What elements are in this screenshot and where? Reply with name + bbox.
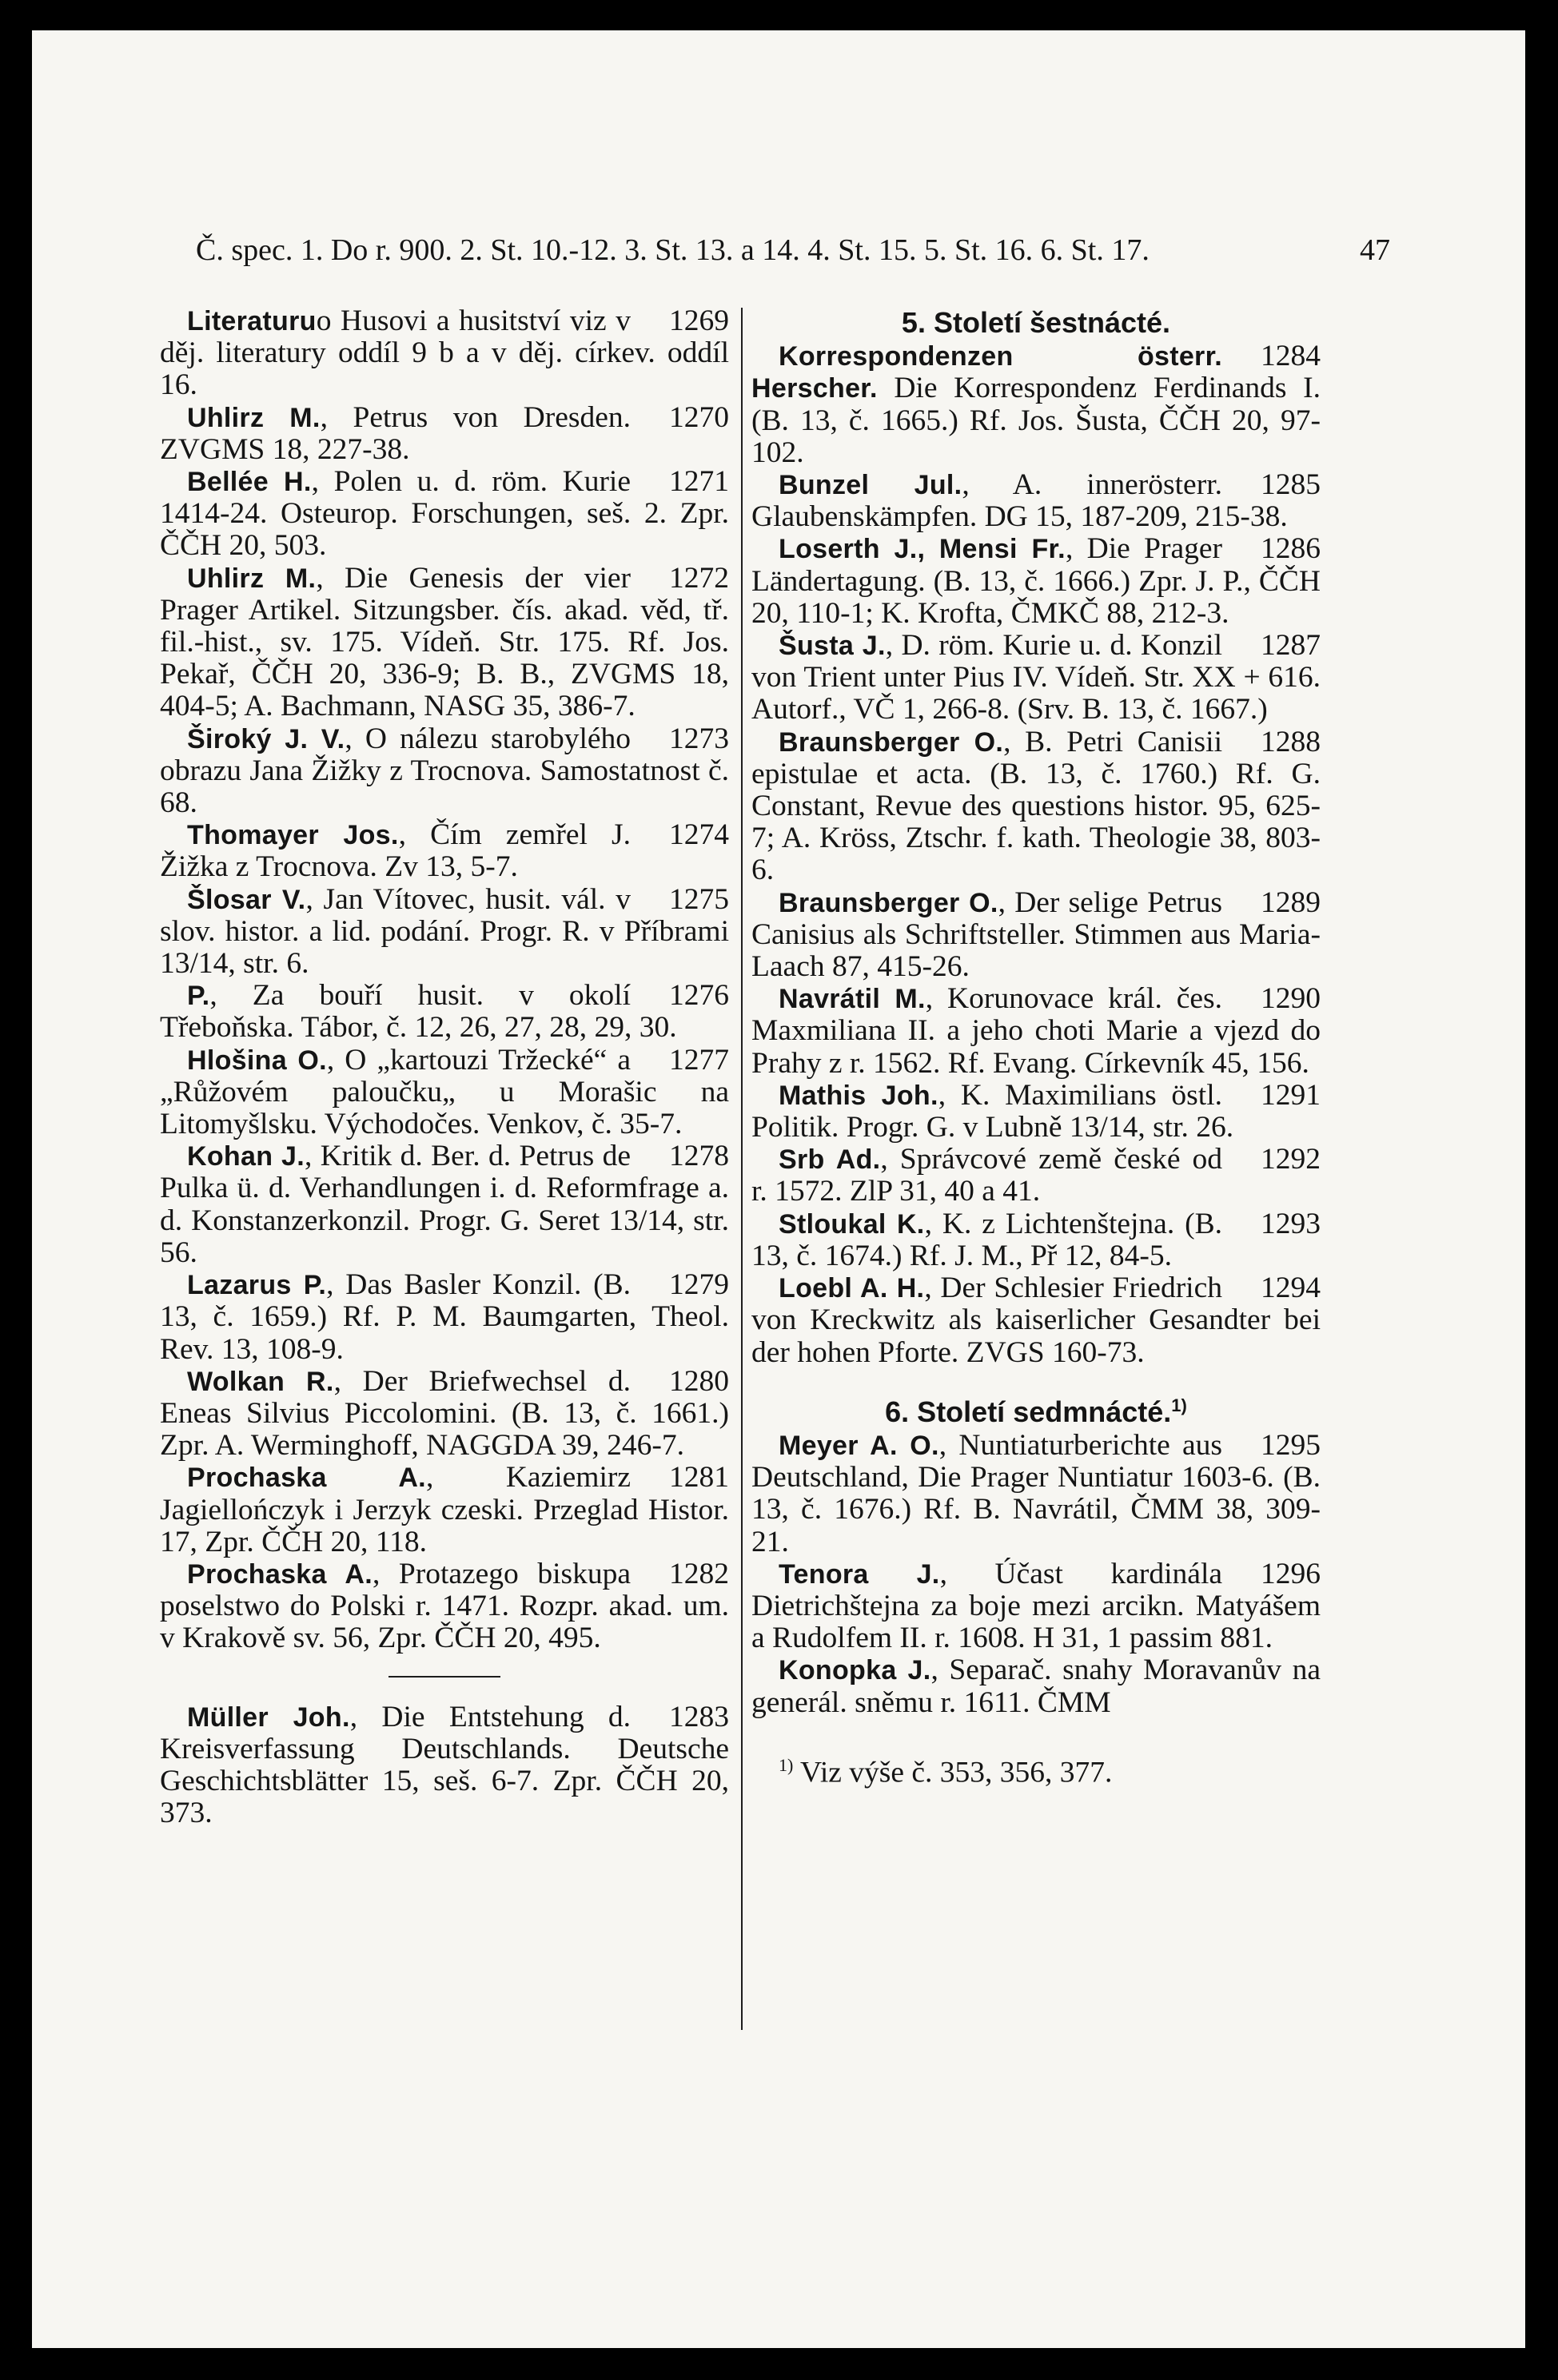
entry-text: , K. Maximilians östl. Politik. Progr. G. v Lubně 13/14, str. 26. xyxy=(751,1078,1234,1144)
entry-author: Šlosar V. xyxy=(187,884,306,915)
entry-text: , Protazego biskupa poselstwo do Polski r. 1471. Rozpr. akad. um. v Krakově sv. 56, Zpr. ČČH 20, 495. xyxy=(160,1557,729,1655)
bibliography-entry xyxy=(751,340,1321,469)
bibliography-entry xyxy=(751,469,1321,533)
entry-number: 1294 xyxy=(1261,1272,1321,1305)
entry-author: Loebl A. H. xyxy=(779,1273,925,1304)
entry-author: Široký J. V. xyxy=(187,723,345,754)
running-header xyxy=(196,232,1390,269)
entry-number: 1279 xyxy=(669,1268,729,1302)
bibliography-entry xyxy=(751,1208,1321,1272)
bibliography-entry xyxy=(160,1701,729,1830)
section-5-title: 5. Století šestnácté. xyxy=(901,306,1171,339)
bibliography-entry xyxy=(751,726,1321,887)
bibliography-entry xyxy=(160,1045,729,1141)
section-6-footnote-mark: 1) xyxy=(1171,1395,1187,1415)
entry-number: 1292 xyxy=(1261,1143,1321,1176)
post-rule-block xyxy=(160,1701,729,1830)
entry-author: Bellée H. xyxy=(187,467,312,498)
section-6-title xyxy=(751,1390,1321,1428)
column-divider xyxy=(741,308,743,2030)
bibliography-entry xyxy=(160,402,729,466)
entry-text: , K. z Lichtenštejna. (B. 13, č. 1674.) Rf. J. M., Př 12, 84-5. xyxy=(751,1207,1223,1272)
entry-text: , Petrus von Dresden. ZVGMS 18, 227-38. xyxy=(160,400,631,466)
entry-number: 1282 xyxy=(669,1557,729,1590)
entry-author: Thomayer Jos. xyxy=(187,820,399,851)
entry-text: , Správcové země české od r. 1572. ZlP 31, 40 a 41. xyxy=(751,1143,1223,1208)
entry-text: , Nuntiaturberichte aus Deutschland, Die Prager Nuntiatur 1603-6. (B. 13, č. 1676.) Rf. B. Navrátil, ČMM 38, 309-21. xyxy=(751,1428,1321,1558)
entry-text: , Polen u. d. röm. Kurie 1414-24. Osteurop. Forschungen, seš. 2. Zpr. ČČH 20, 503. xyxy=(160,465,729,563)
entry-number: 1269 xyxy=(669,304,729,337)
bibliography-entry xyxy=(751,1144,1321,1208)
entry-number: 1280 xyxy=(669,1364,729,1398)
entry-text: , Der selige Petrus Canisius als Schriftsteller. Stimmen aus Maria-Laach 87, 415-26. xyxy=(751,886,1321,984)
entry-text: Die Korrespondenz Ferdinands I. (B. 13, č. 1665.) Rf. Jos. Šusta, ČČH 20, 97-102. xyxy=(751,372,1321,469)
footnote xyxy=(751,1749,1321,1789)
bibliography-entry xyxy=(751,1430,1321,1558)
entry-number: 1295 xyxy=(1261,1428,1321,1462)
entry-author: Konopka J. xyxy=(779,1655,931,1686)
entry-number: 1277 xyxy=(669,1043,729,1077)
bibliography-entry xyxy=(751,533,1321,630)
entry-text: , Kaziemirz Jagiellończyk i Jerzyk czeski. Przeglad Histor. 17, Zpr. ČČH 20, 118. xyxy=(160,1461,729,1558)
entry-number: 1278 xyxy=(669,1140,729,1173)
entry-author: Navrátil M. xyxy=(779,984,926,1015)
entry-number: 1283 xyxy=(669,1700,729,1733)
entry-number: 1270 xyxy=(669,400,729,434)
entry-number: 1281 xyxy=(669,1461,729,1494)
entry-author: Srb Ad. xyxy=(779,1144,881,1176)
entry-author: P. xyxy=(187,981,210,1012)
entry-text: , B. Petri Canisii epistulae et acta. (B. 13, č. 1760.) Rf. G. Constant, Revue des questions histor. 95, 625-7; A. Kröss, Ztschr. f. kath. Theologie 38, 803-6. xyxy=(751,725,1321,887)
entry-text: , Korunovace král. čes. Maxmiliana II. a jeho choti Marie a vjezd do Prahy z r. 1562. Rf. Evang. Církevník 45, 156. xyxy=(751,982,1321,1080)
entry-author: Stloukal K. xyxy=(779,1208,925,1240)
entry-number: 1291 xyxy=(1261,1078,1321,1112)
entry-number: 1287 xyxy=(1261,629,1321,663)
bibliography-entry xyxy=(751,1272,1321,1369)
entry-text: , Jan Vítovec, husit. vál. v slov. histor. a lid. podání. Progr. R. v Příbrami 13/14, str. 6. xyxy=(160,882,729,981)
entry-text: , O „kartouzi Tržecké“ a „Růžovém paloučku„ u Morašic na Litomyšlsku. Východočes. Venkov, č. 35-7. xyxy=(160,1043,729,1141)
entry-number: 1284 xyxy=(1261,340,1321,373)
entry-number: 1285 xyxy=(1261,468,1321,502)
entry-author: Prochaska A. xyxy=(187,1558,373,1590)
entry-author: Braunsberger O. xyxy=(779,887,998,918)
entry-text: o Husovi a husitství viz v děj. literatury oddíl 9 b a v děj. církev. oddíl 16. xyxy=(160,304,729,402)
bibliography-entry xyxy=(751,983,1321,1080)
entry-author: Wolkan R. xyxy=(187,1366,334,1397)
entry-author: Korrespondenzen österr. Herscher. xyxy=(751,341,1222,404)
entry-number: 1272 xyxy=(669,561,729,595)
entry-text: , Za bouří husit. v okolí Třeboňska. Tábor, č. 12, 26, 27, 28, 29, 30. xyxy=(160,979,677,1045)
bibliography-entry xyxy=(751,887,1321,984)
bibliography-entry xyxy=(160,1462,729,1558)
bibliography-entry xyxy=(751,630,1321,726)
entry-number: 1274 xyxy=(669,818,729,852)
bibliography-entry xyxy=(160,563,729,723)
entry-number: 1288 xyxy=(1261,725,1321,758)
bibliography-entry xyxy=(160,305,729,402)
entry-author: Lazarus P. xyxy=(187,1270,327,1301)
entry-author: Prochaska A. xyxy=(187,1463,426,1494)
entry-number: 1275 xyxy=(669,882,729,916)
entry-text: , O nálezu starobylého obrazu Jana Žižky z Trocnova. Samostatnost č. 68. xyxy=(160,722,729,820)
entry-author: Müller Joh. xyxy=(187,1701,350,1733)
entry-author: Braunsberger O. xyxy=(779,726,1004,758)
bibliography-entry xyxy=(160,1269,729,1366)
entry-author: Meyer A. O. xyxy=(779,1430,939,1461)
bibliography-entry xyxy=(751,1080,1321,1144)
entry-text: , D. röm. Kurie u. d. Konzil von Trient unter Pius IV. Vídeň. Str. XX + 616. Autorf., VČ 1, 266-8. (Srv. B. 13, č. 1667.) xyxy=(751,629,1321,726)
entry-text: , Die Entstehung d. Kreisverfassung Deutschlands. Deutsche Geschichtsblätter 15, seš. 6-7. Zpr. ČČH 20, 373. xyxy=(160,1700,729,1830)
bibliography-entry xyxy=(160,1366,729,1463)
right-column xyxy=(751,305,1321,1789)
bibliography-entry xyxy=(160,980,729,1044)
bibliography-entry xyxy=(160,884,729,981)
page-number: 47 xyxy=(1360,233,1390,267)
short-rule xyxy=(389,1676,500,1678)
entry-author: Uhlirz M. xyxy=(187,402,321,433)
entry-text: , Účast kardinála Dietrichštejna za boje mezi arcikn. Matyášem a Rudolfem II. r. 1608. H 31, 1 passim 881. xyxy=(751,1557,1321,1655)
entry-text: , Der Schlesier Friedrich von Kreckwitz als kaiserlicher Gesandter bei der hohen Pforte. ZVGS 160-73. xyxy=(751,1272,1321,1369)
entry-text: , Der Briefwechsel d. Eneas Silvius Piccolomini. (B. 13, č. 1661.) Zpr. A. Werminghoff, NAGGDA 39, 246-7. xyxy=(160,1364,729,1463)
section-5-entries xyxy=(751,340,1321,1369)
bibliography-entry xyxy=(160,723,729,820)
entry-author: Tenora J. xyxy=(779,1558,940,1590)
entry-number: 1271 xyxy=(669,465,729,499)
entry-text: , Das Basler Konzil. (B. 13, č. 1659.) Rf. P. M. Baumgarten, Theol. Rev. 13, 108-9. xyxy=(160,1268,729,1366)
entry-number: 1293 xyxy=(1261,1207,1321,1240)
bibliography-entry xyxy=(160,1140,729,1269)
bibliography-entry xyxy=(751,1558,1321,1655)
header-text: Č. spec. 1. Do r. 900. 2. St. 10.-12. 3. St. 13. a 14. 4. St. 15. 5. St. 16. 6. St. 17. xyxy=(196,233,1150,267)
bibliography-entry xyxy=(751,1654,1321,1718)
entry-text: , Die Genesis der vier Prager Artikel. Sitzungsber. čís. akad. věd, tř. fil.-hist., sv. 175. Vídeň. Str. 175. Rf. Jos. Pekař, ČČH 20, 336-9; B. B., ZVGMS 18, 404-5; A. Bachmann, NASG 35, 386-7. xyxy=(160,561,729,723)
entry-author: Kohan J. xyxy=(187,1141,305,1172)
left-column xyxy=(160,305,729,1829)
entry-author: Hlošina O. xyxy=(187,1045,327,1076)
entry-author: Šusta J. xyxy=(779,631,886,662)
entry-number: 1276 xyxy=(669,979,729,1013)
bibliography-entry xyxy=(160,819,729,883)
entry-text: , Die Prager Ländertagung. (B. 13, č. 1666.) Zpr. J. P., ČČH 20, 110-1; K. Krofta, ČMKČ 88, 212-3. xyxy=(751,532,1321,630)
entry-number: 1289 xyxy=(1261,886,1321,919)
entry-text: , Separač. snahy Moravanův na generál. sněmu r. 1611. ČMM xyxy=(751,1654,1321,1719)
entry-text: , Kritik d. Ber. d. Petrus de Pulka ü. d. Verhandlungen i. d. Reformfrage a. d. Konstanzerkonzil. Progr. G. Seret 13/14, str. 56. xyxy=(160,1140,729,1269)
section-6-title-text: 6. Století sedmnácté. xyxy=(885,1395,1172,1428)
footnote-text: Viz výše č. 353, 356, 377. xyxy=(793,1756,1113,1789)
entry-author: Uhlirz M. xyxy=(187,563,317,594)
entry-author: Bunzel Jul. xyxy=(779,470,962,501)
entry-number: 1273 xyxy=(669,722,729,755)
bibliography-entry xyxy=(160,1558,729,1655)
footnote-mark: 1) xyxy=(779,1754,794,1775)
entry-author: Loserth J., Mensi Fr. xyxy=(779,534,1066,565)
section-6-entries xyxy=(751,1430,1321,1719)
entry-text: , A. innerösterr. Glaubenskämpfen. DG 15, 187-209, 215-38. xyxy=(751,468,1288,534)
entry-author: Literaturu xyxy=(187,306,317,336)
entry-number: 1286 xyxy=(1261,532,1321,566)
entry-number: 1296 xyxy=(1261,1557,1321,1590)
bibliography-entry xyxy=(160,466,729,563)
entry-author: Mathis Joh. xyxy=(779,1080,938,1111)
entry-text: , Čím zemřel J. Žižka z Trocnova. Zv 13, 5-7. xyxy=(160,818,631,884)
entry-number: 1290 xyxy=(1261,982,1321,1016)
